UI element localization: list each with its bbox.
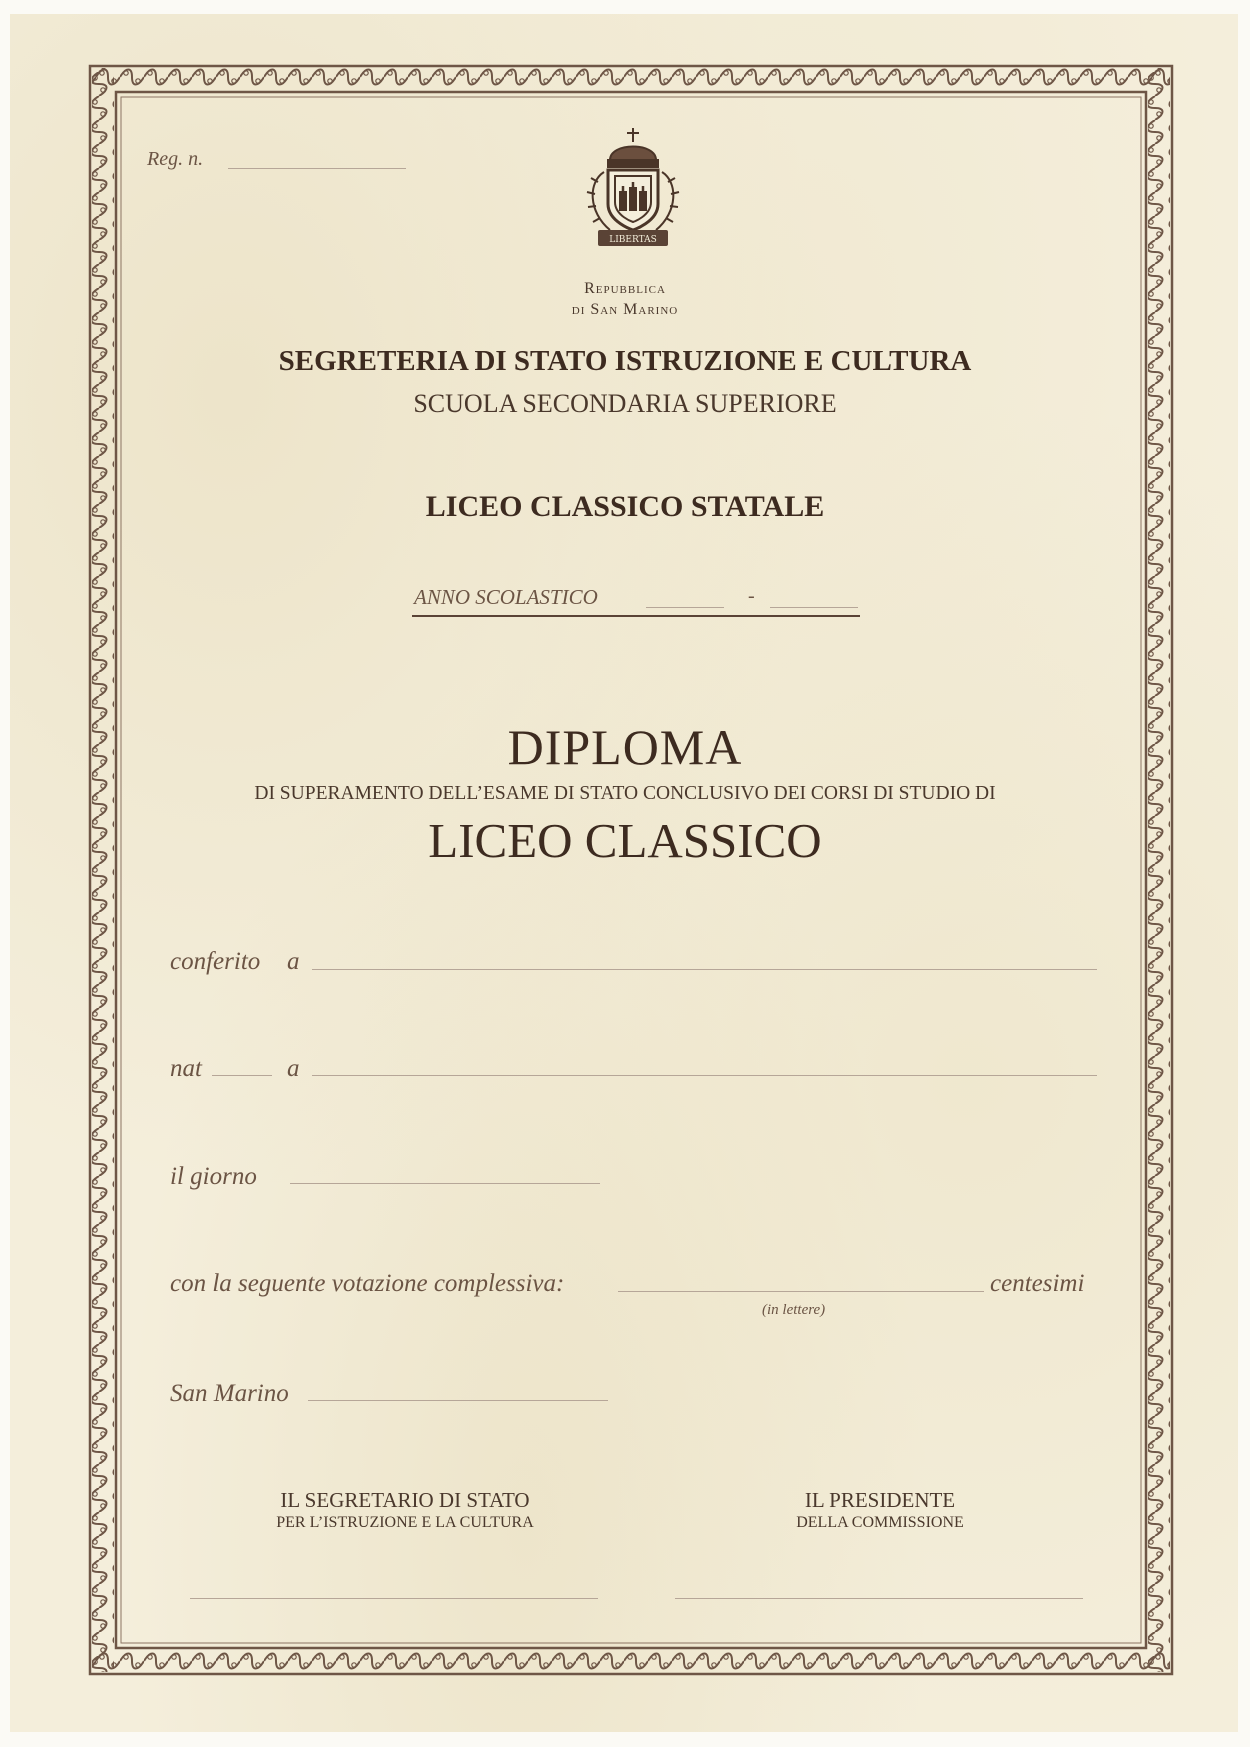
republic-name-line1: Repubblica [584,280,666,297]
birthplace-field[interactable] [312,1075,1097,1076]
school-year-underline [412,615,860,617]
school-year-start-field[interactable] [646,607,724,608]
course-title: LICEO CLASSICO [428,813,822,868]
registration-number-field[interactable] [228,168,406,169]
border-top-band [92,68,1170,90]
hundredths-label: centesimi [990,1270,1085,1297]
emblem-motto: LIBERTAS [609,235,657,245]
born-gender-suffix-field[interactable] [212,1075,272,1076]
conferred-to-label: conferito [170,948,261,975]
recipient-name-field[interactable] [312,969,1097,970]
overall-grade-label: con la seguente votazione complessiva: [170,1270,565,1297]
diploma-subtitle: DI SUPERAMENTO DELL’ESAME DI STATO CONCLUSIVO DEI CORSI DI STUDIO DI [254,783,996,804]
secretary-subtitle: PER L’ISTRUZIONE E LA CULTURA [276,1514,534,1531]
republic-name-line2: di San Marino [571,301,679,318]
issue-date-field[interactable] [308,1400,608,1401]
in-words-hint: (in lettere) [762,1302,826,1318]
birth-date-field[interactable] [290,1183,600,1184]
school-name-heading: LICEO CLASSICO STATALE [425,490,825,523]
secretary-title: IL SEGRETARIO DI STATO [280,1488,530,1512]
border-inner-line [116,92,1146,1648]
president-signature-field[interactable] [675,1598,1083,1599]
border-inner-line-thin [121,97,1141,1643]
registration-label: Reg. n. [147,148,204,170]
secretary-signature-field[interactable] [190,1598,598,1599]
issue-place-label: San Marino [170,1380,289,1407]
san-marino-coat-of-arms-icon [578,126,688,272]
overall-grade-field[interactable] [618,1291,984,1292]
border-bottom-band [92,1650,1170,1672]
president-title: IL PRESIDENTE [804,1488,956,1512]
birth-date-label: il giorno [170,1163,257,1190]
school-year-end-field[interactable] [770,607,858,608]
school-year-separator: - [748,585,755,607]
school-level-heading: SCUOLA SECONDARIA SUPERIORE [413,389,837,418]
born-at-preposition: a [287,1055,300,1082]
school-year-label: ANNO SCOLASTICO [414,585,598,609]
born-label: nat [170,1055,202,1082]
diploma-title: DIPLOMA [507,719,743,775]
ministry-heading: SEGRETERIA DI STATO ISTRUZIONE E CULTURA [278,345,972,377]
president-subtitle: DELLA COMMISSIONE [796,1514,964,1531]
conferred-to-preposition: a [287,948,300,975]
